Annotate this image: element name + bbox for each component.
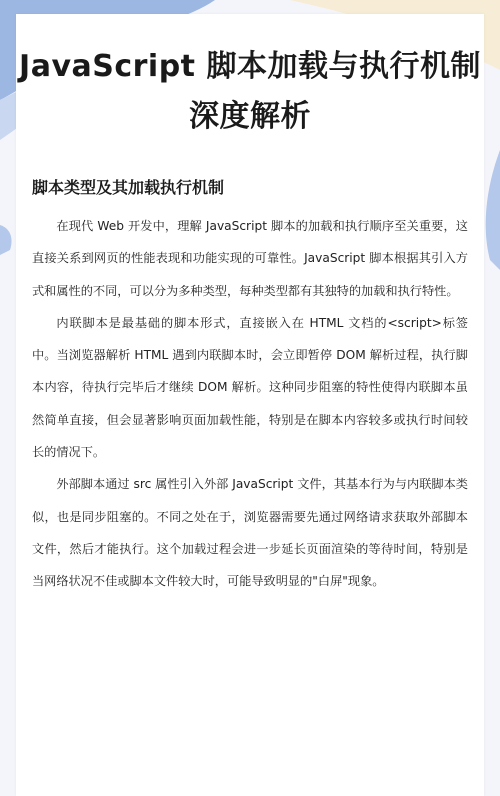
section-heading: 脚本类型及其加载执行机制	[32, 178, 225, 197]
right-blue-wave	[486, 150, 500, 270]
body-text	[32, 210, 468, 598]
page-title: JavaScript 脚本加载与执行机制深度解析	[19, 49, 481, 134]
left-blue-dot	[0, 225, 12, 255]
paragraph-inline-script: 内联脚本是最基础的脚本形式，直接嵌入在 HTML 文档的<script>标签中。当浏览器解析 HTML 遇到内联脚本时，会立即暂停 DOM 解析过程，执行脚本内容，待执行完毕后才继续 DOM 解析。这种同步阻塞的特性使得内联脚本虽然简单直接，但会显著影响页面加载性能，特别是在脚本内容较多或执行时间较长的情况下。	[32, 315, 468, 460]
paragraph-external-script: 外部脚本通过 src 属性引入外部 JavaScript 文件，其基本行为与内联脚本类似，也是同步阻塞的。不同之处在于，浏览器需要先通过网络请求获取外部脚本文件，然后才能执行。这个加载过程会进一步延长页面渲染的等待时间，特别是当网络状况不佳或脚本文件较大时，可能导致明显的"白屏"现象。	[32, 477, 468, 589]
document-page	[16, 14, 484, 796]
paragraph-intro: 在现代 Web 开发中，理解 JavaScript 脚本的加载和执行顺序至关重要，这直接关系到网页的性能表现和功能实现的可靠性。JavaScript 脚本根据其引入方式和属性的不同，可以分为多种类型，每种类型都有其独特的加载和执行特性。	[32, 219, 468, 298]
